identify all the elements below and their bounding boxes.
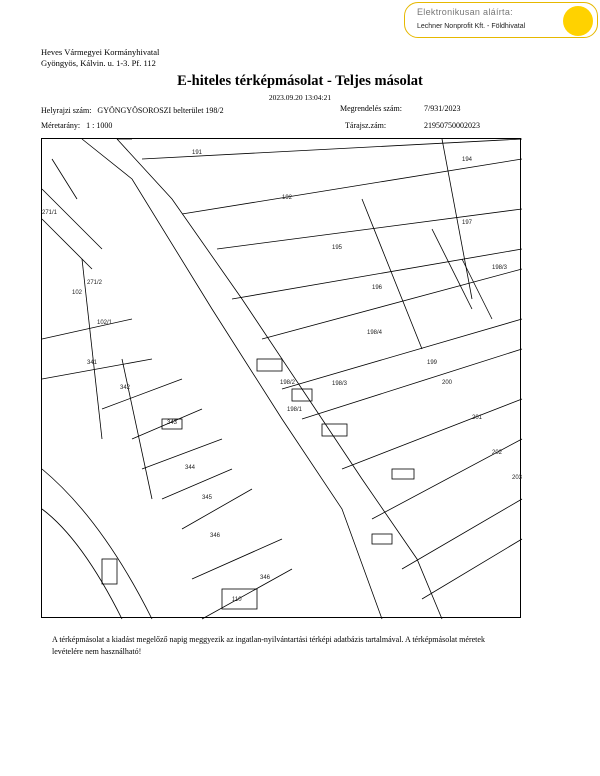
- archive-number-value: 21950750002023: [424, 121, 480, 130]
- signature-seal-icon: [563, 6, 593, 36]
- order-number-label: Megrendelés szám:: [340, 104, 402, 113]
- archive-number-label: Tárajsz.zám:: [345, 121, 387, 130]
- disclaimer-note: A térképmásolat a kiadást megelőző napig meggyezik az ingatlan-nyilvántartási térképi adatbázis tartalmával. A térképmásolat méretek levételére nem használható!: [52, 635, 485, 656]
- svg-text:346: 346: [210, 533, 221, 539]
- svg-text:271/2: 271/2: [87, 280, 103, 286]
- svg-text:102: 102: [72, 290, 83, 296]
- office-header: [41, 47, 159, 69]
- document-datetime: 2023.09.20 13:04:21: [268, 93, 332, 102]
- cadastral-map: [41, 138, 521, 618]
- order-number-value: 7/931/2023: [424, 104, 461, 113]
- svg-text:191: 191: [192, 150, 203, 156]
- svg-text:198/2: 198/2: [280, 380, 296, 386]
- svg-text:344: 344: [185, 465, 196, 471]
- svg-text:196: 196: [372, 285, 383, 291]
- svg-text:194: 194: [462, 157, 473, 163]
- cadastral-map-drawing: [42, 139, 522, 619]
- scale-label: Méretarány:: [41, 121, 81, 130]
- svg-text:200: 200: [442, 380, 453, 386]
- document-title: E-hiteles térképmásolat - Teljes másolat: [177, 73, 423, 89]
- svg-text:346: 346: [260, 575, 271, 581]
- electronic-signature-box: [404, 2, 598, 38]
- svg-text:202: 202: [492, 450, 503, 456]
- svg-text:102/1: 102/1: [97, 320, 113, 326]
- svg-text:110: 110: [232, 597, 242, 603]
- svg-text:201: 201: [472, 415, 483, 421]
- svg-text:203: 203: [512, 475, 523, 481]
- svg-text:198/3: 198/3: [492, 265, 508, 271]
- svg-text:343: 343: [167, 420, 178, 426]
- road-edge-right: [117, 139, 442, 619]
- svg-text:342: 342: [120, 385, 131, 391]
- svg-text:341: 341: [87, 360, 98, 366]
- office-name: Heves Vármegyei Kormányhivatal: [41, 47, 160, 57]
- signature-signer: Lechner Nonprofit Kft. - Földhivatal: [417, 23, 526, 30]
- svg-text:345: 345: [202, 495, 213, 501]
- road-edge-left: [82, 139, 382, 619]
- signature-label: Elektronikusan aláírta:: [417, 7, 513, 17]
- office-address: Gyöngyös, Kálvin. u. 1-3. Pf. 112: [41, 58, 156, 68]
- road-curve: [42, 469, 152, 619]
- svg-text:198/3: 198/3: [332, 381, 348, 387]
- svg-text:195: 195: [332, 245, 343, 251]
- svg-text:198/1: 198/1: [287, 407, 303, 413]
- parcel-number-field: [41, 106, 224, 115]
- svg-text:199: 199: [427, 360, 438, 366]
- svg-text:197: 197: [462, 220, 473, 226]
- scale-value: 1 : 1000: [86, 121, 113, 130]
- road-curve-2: [42, 509, 122, 619]
- parcel-number-label: Helyrajzi szám:: [41, 106, 92, 115]
- parcel-number-value: GYÖNGYÖSOROSZI belterület 198/2: [97, 106, 224, 115]
- svg-text:271/1: 271/1: [42, 210, 58, 216]
- svg-text:198/4: 198/4: [367, 330, 383, 336]
- scale-field: [41, 121, 112, 130]
- svg-text:192: 192: [282, 195, 293, 201]
